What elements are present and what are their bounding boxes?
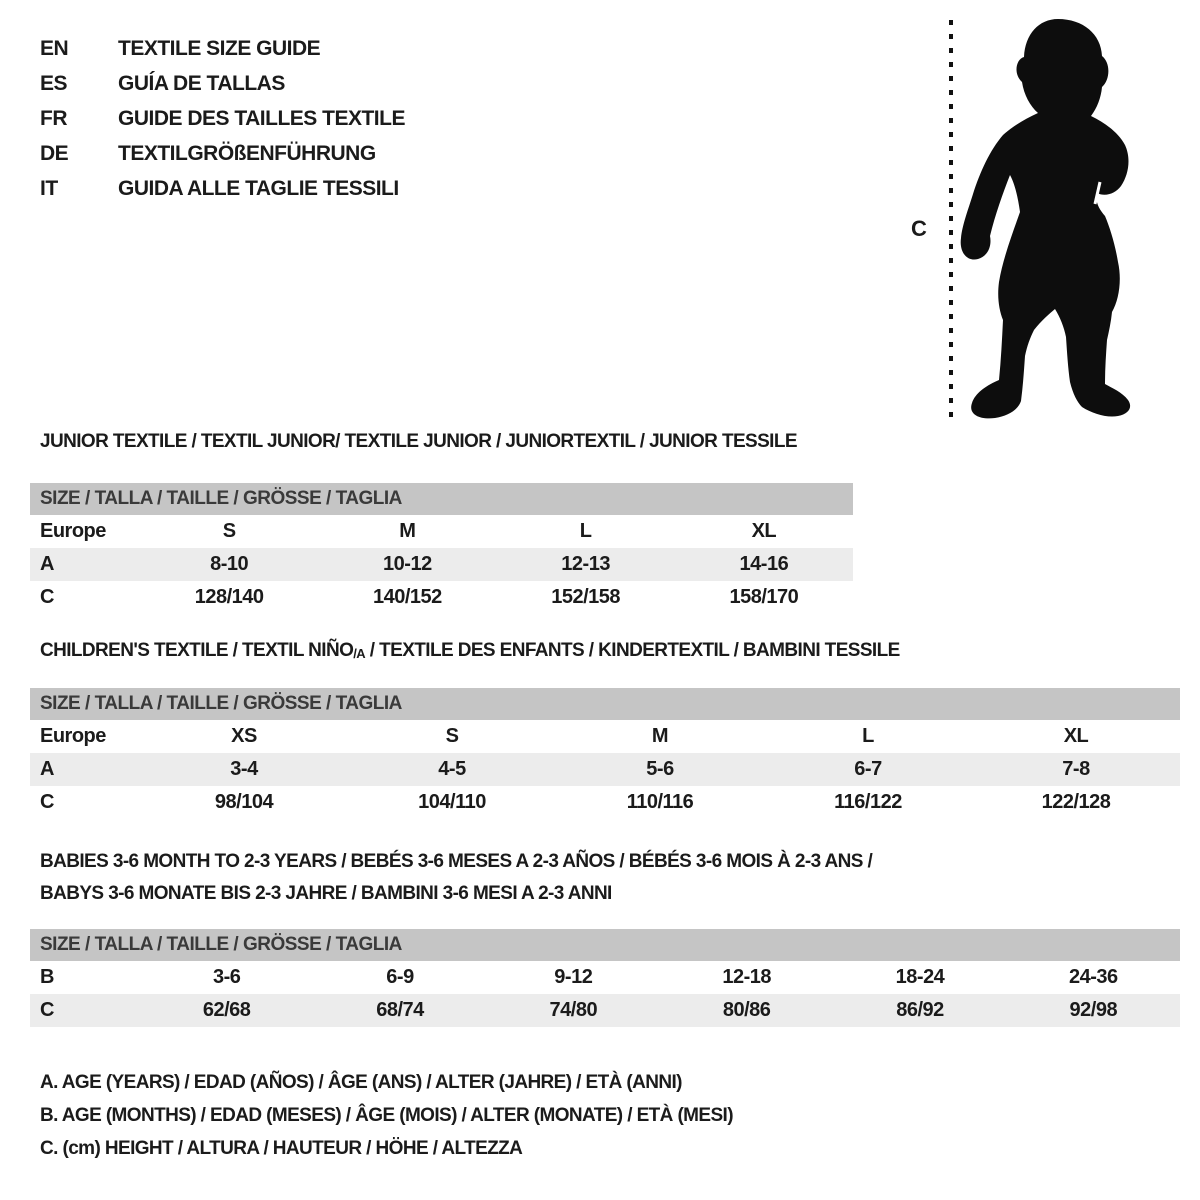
height-cell: 80/86: [722, 999, 771, 1021]
size-cell: XL: [751, 520, 777, 542]
size-cell: M: [651, 725, 669, 747]
toddler-silhouette-icon: [945, 12, 1145, 427]
babies-title-line1: BABIES 3-6 MONTH TO 2-3 YEARS / BEBÉS 3-6 MESES A 2-3 AÑOS / BÉBÉS 3-6 MOIS À 2-3 ANS /: [40, 851, 873, 872]
guide-title-en: TEXTILE SIZE GUIDE: [118, 36, 321, 60]
age-cell: 10-12: [383, 553, 432, 575]
legend: [40, 1066, 733, 1165]
size-cell: XS: [231, 725, 257, 747]
age-cell: 7-8: [1062, 758, 1090, 780]
table-row-europe: [30, 515, 853, 548]
age-cell: 6-7: [854, 758, 882, 780]
height-cell: 140/152: [372, 586, 442, 608]
height-measure-figure: [945, 12, 1145, 427]
legend-height-cm: C. (cm) HEIGHT / ALTURA / HAUTEUR / HÖHE / ALTEZZA: [40, 1138, 523, 1159]
height-cell: 116/122: [834, 791, 902, 813]
months-cell: 6-9: [386, 966, 414, 988]
height-cell: 122/128: [1041, 791, 1111, 813]
language-code: EN: [40, 36, 69, 60]
age-cell: 8-10: [210, 553, 249, 575]
junior-section-title: JUNIOR TEXTILE / TEXTIL JUNIOR/ TEXTILE JUNIOR / JUNIORTEXTIL / JUNIOR TESSILE: [40, 431, 797, 452]
language-row-de: [40, 136, 405, 171]
size-cell: L: [862, 725, 874, 747]
babies-title-line2: BABYS 3-6 MONATE BIS 2-3 JAHRE / BAMBINI 3-6 MESI A 2-3 ANNI: [40, 883, 612, 904]
legend-age-months: B. AGE (MONTHS) / EDAD (MESES) / ÂGE (MOIS) / ALTER (MONATE) / ETÀ (MESI): [40, 1105, 733, 1126]
months-cell: 24-36: [1068, 966, 1118, 988]
height-cell: 74/80: [549, 999, 598, 1021]
height-measure-label: C: [911, 216, 927, 241]
age-cell: 3-4: [230, 758, 258, 780]
age-cell: 5-6: [646, 758, 674, 780]
language-title-list: [40, 31, 405, 206]
language-code: FR: [40, 106, 67, 130]
guide-title-it: GUIDA ALLE TAGLIE TESSILI: [118, 176, 399, 200]
size-table-header: SIZE / TALLA / TAILLE / GRÖSSE / TAGLIA: [30, 483, 853, 515]
babies-section-title: [40, 846, 872, 910]
table-row-height: [30, 581, 853, 614]
language-code: IT: [40, 176, 58, 200]
height-cell: 92/98: [1069, 999, 1118, 1021]
babies-size-table: [30, 929, 1180, 1027]
language-code: DE: [40, 141, 69, 165]
height-cell: 68/74: [376, 999, 424, 1021]
table-row-months: [30, 961, 1180, 994]
table-row-age: [30, 753, 1180, 786]
junior-size-table: [30, 483, 853, 614]
table-row-height: [30, 786, 1180, 819]
months-cell: 12-18: [722, 966, 771, 988]
legend-age-years: A. AGE (YEARS) / EDAD (AÑOS) / ÂGE (ANS) / ALTER (JAHRE) / ETÀ (ANNI): [40, 1072, 682, 1093]
months-cell: 9-12: [554, 966, 593, 988]
row-label: A: [40, 758, 54, 780]
height-cell: 128/140: [194, 586, 264, 608]
guide-title-de: TEXTILGRÖßENFÜHRUNG: [118, 141, 376, 165]
size-cell: XL: [1063, 725, 1089, 747]
row-label: C: [40, 586, 54, 608]
months-cell: 3-6: [212, 966, 241, 988]
height-cell: 86/92: [896, 999, 944, 1021]
children-section-title: [40, 640, 900, 662]
age-cell: 12-13: [561, 553, 610, 575]
height-cell: 98/104: [214, 791, 274, 813]
size-cell: S: [445, 725, 459, 747]
children-title-sub: /A: [353, 646, 366, 661]
language-row-fr: [40, 101, 405, 136]
children-title-prefix: CHILDREN'S TEXTILE / TEXTIL NIÑO: [40, 640, 354, 661]
row-label: C: [40, 999, 54, 1021]
months-cell: 18-24: [895, 966, 945, 988]
table-row-europe: [30, 720, 1180, 753]
height-cell: 104/110: [418, 791, 486, 813]
height-cell: 62/68: [202, 999, 251, 1021]
age-cell: 14-16: [739, 553, 789, 575]
row-label: B: [40, 966, 54, 988]
height-cell: 158/170: [729, 586, 799, 608]
table-row-height: [30, 994, 1180, 1027]
age-cell: 4-5: [438, 758, 466, 780]
children-size-table: [30, 688, 1180, 819]
height-cell: 152/158: [551, 586, 621, 608]
row-label: Europe: [40, 520, 106, 542]
row-label: C: [40, 791, 54, 813]
height-cell: 110/116: [626, 791, 694, 813]
children-title-suffix: / TEXTILE DES ENFANTS / KINDERTEXTIL / BAMBINI TESSILE: [365, 640, 900, 661]
row-label: Europe: [40, 725, 106, 747]
size-cell: L: [579, 520, 592, 542]
language-row-es: [40, 66, 405, 101]
language-code: ES: [40, 71, 68, 95]
table-row-age: [30, 548, 853, 581]
size-table-header: SIZE / TALLA / TAILLE / GRÖSSE / TAGLIA: [30, 688, 1180, 720]
size-table-header: SIZE / TALLA / TAILLE / GRÖSSE / TAGLIA: [30, 929, 1180, 961]
size-cell: M: [399, 520, 416, 542]
size-cell: S: [222, 520, 236, 542]
guide-title-fr: GUIDE DES TAILLES TEXTILE: [118, 106, 405, 130]
language-row-en: [40, 31, 405, 66]
row-label: A: [40, 553, 54, 575]
language-row-it: [40, 171, 405, 206]
guide-title-es: GUÍA DE TALLAS: [118, 71, 285, 95]
